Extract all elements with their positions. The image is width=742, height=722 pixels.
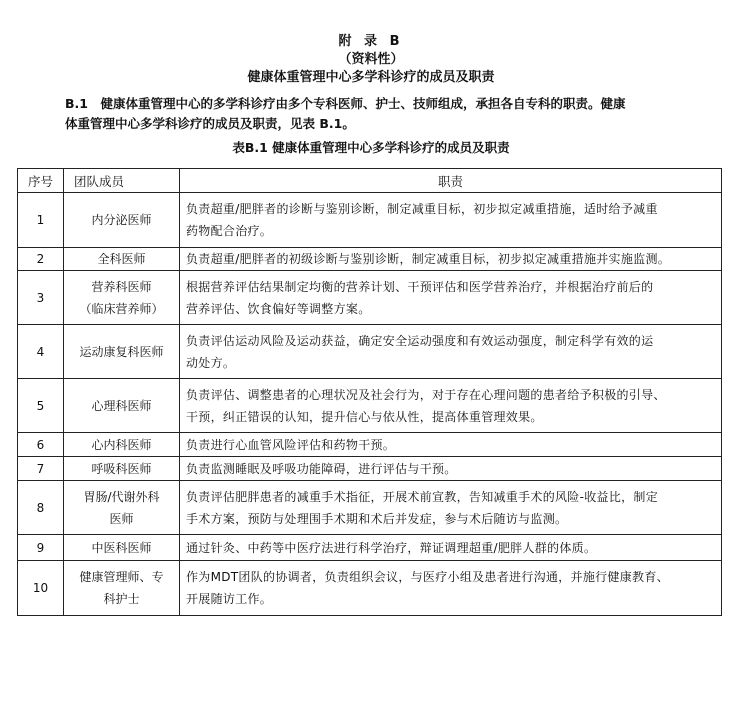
team-member [64,271,180,325]
duty-line: 负责进行心血管风险评估和药物干预。 [186,437,396,452]
table-row [18,325,722,379]
table-row [18,433,722,457]
table-row [18,271,722,325]
duty-line: 手术方案，预防与处理围手术期和术后并发症，参与术后随访与监测。 [186,511,568,526]
team-member [64,457,180,481]
team-member-line: 内分泌医师 [91,213,152,227]
duty-line: 负责评估运动风险及运动获益，确定安全运动强度和有效运动强度，制定科学有效的运 [186,333,654,348]
team-member-line: 心理科医师 [91,398,152,413]
row-number: 9 [18,535,64,561]
duty-line: 负责评估肥胖患者的减重手术指征，开展术前宣教，告知减重手术的风险-收益比，制定 [186,489,659,504]
appendix-note: （资料性） [338,52,404,67]
team-member [64,248,180,271]
team-member [64,379,180,433]
duty-line: 动处方。 [186,355,236,370]
table-caption: 表B.1 健康体重管理中心多学科诊疗的成员及职责 [232,140,510,155]
duty-description [180,433,722,457]
duty-line: 开展随访工作。 [186,592,273,606]
team-member [64,193,180,248]
duty-line: 负责超重/肥胖者的初级诊断与鉴别诊断，制定减重目标，初步拟定减重措施并实施监测。 [186,252,671,266]
members-table [17,168,722,616]
row-number: 5 [18,379,64,433]
duty-description [180,248,722,271]
team-member [64,325,180,379]
duty-line: 负责评估、调整患者的心理状况及社会行为，对于存在心理问题的患者给予积极的引导、 [186,387,666,402]
team-member-line: 呼吸科医师 [91,461,152,476]
table-row [18,481,722,535]
appendix-title: 附 录 B [338,34,404,49]
table-row [18,193,722,248]
row-number: 10 [18,561,64,616]
duty-line: 药物配合治疗。 [186,224,273,238]
header-member: 团队成员 [64,169,180,193]
team-member [64,561,180,616]
duty-description [180,457,722,481]
team-member-line: 营养科医师 [91,279,152,294]
intro-paragraph [65,94,715,134]
duty-line: 作为MDT团队的协调者，负责组织会议，与医疗小组及患者进行沟通，并施行健康教育、 [186,570,669,584]
duty-description [180,561,722,616]
duty-line: 干预，纠正错误的认知，提升信心与依从性，提高体重管理效果。 [186,409,543,424]
table-header-row [18,169,722,193]
team-member-line: 全科医师 [97,252,146,266]
row-number: 2 [18,248,64,271]
duty-line: 通过针灸、中药等中医疗法进行科学治疗，辩证调理超重/肥胖人群的体质。 [186,540,597,555]
team-member [64,433,180,457]
intro-line-2: 体重管理中心多学科诊疗的成员及职责，见表 B.1。 [65,116,355,131]
team-member-line: 科护士 [103,592,140,606]
header-no: 序号 [18,169,64,193]
row-number: 1 [18,193,64,248]
team-member-line: 胃肠/代谢外科 [83,489,160,504]
duty-line: 根据营养评估结果制定均衡的营养计划、干预评估和医学营养治疗，并根据治疗前后的 [186,279,654,294]
row-number: 7 [18,457,64,481]
intro-line-1: B.1 健康体重管理中心的多学科诊疗由多个专科医师、护士、技师组成，承担各自专科的职责。健康 [65,96,626,111]
team-member [64,481,180,535]
duty-line: 负责监测睡眠及呼吸功能障碍，进行评估与干预。 [186,461,457,476]
row-number: 4 [18,325,64,379]
row-number: 3 [18,271,64,325]
team-member-line: 心内科医师 [91,437,152,452]
table-body [18,193,722,616]
duty-description [180,379,722,433]
team-member-line: 医师 [109,511,134,526]
duty-description [180,193,722,248]
header-duty: 职责 [180,169,722,193]
row-number: 6 [18,433,64,457]
duty-description [180,481,722,535]
team-member-line: 运动康复科医师 [79,344,164,359]
duty-description [180,271,722,325]
row-number: 8 [18,481,64,535]
duty-description [180,325,722,379]
appendix-heading: 健康体重管理中心多学科诊疗的成员及职责 [247,70,495,85]
team-member-line: （临床营养师） [79,301,164,316]
table-row [18,561,722,616]
table-row [18,248,722,271]
table-row [18,379,722,433]
duty-line: 负责超重/肥胖者的诊断与鉴别诊断，制定减重目标，初步拟定减重措施，适时给予减重 [186,202,658,216]
table-row [18,535,722,561]
team-member-line: 中医科医师 [91,540,152,555]
duty-description [180,535,722,561]
team-member-line: 健康管理师、专 [79,570,164,584]
table-row [18,457,722,481]
duty-line: 营养评估、饮食偏好等调整方案。 [186,301,371,316]
team-member [64,535,180,561]
